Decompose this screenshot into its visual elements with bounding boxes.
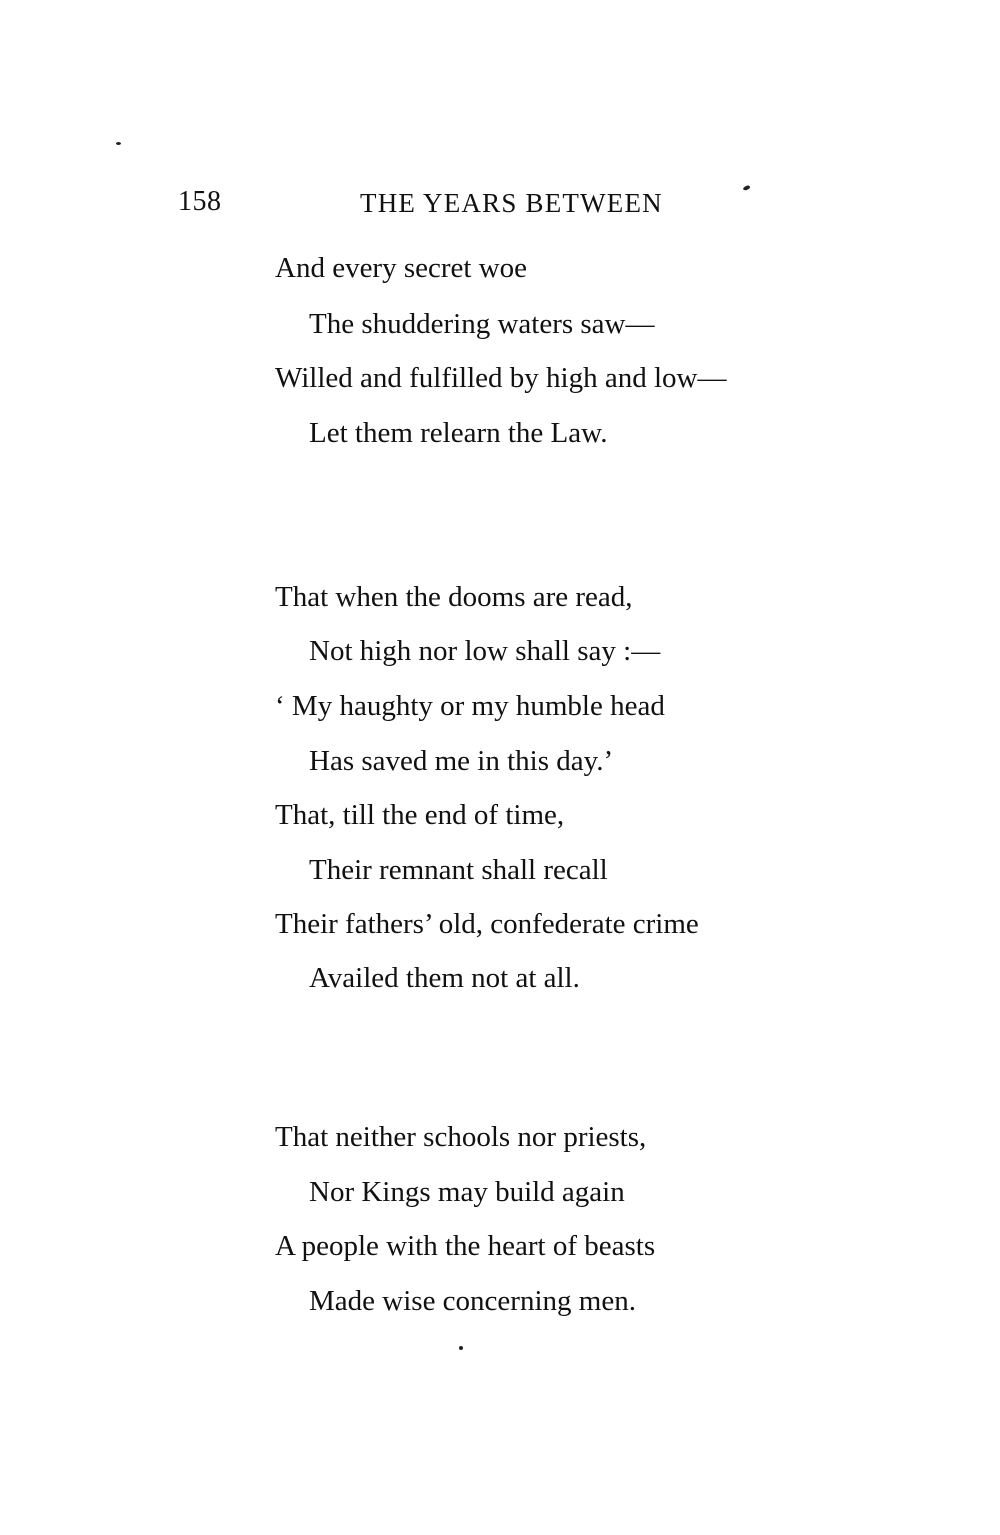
poem-line: Made wise concerning men. bbox=[309, 1285, 636, 1317]
poem-line: A people with the heart of beasts bbox=[275, 1230, 656, 1262]
poem-line: Their fathers’ old, confederate crime bbox=[275, 908, 699, 940]
ink-speck bbox=[116, 142, 121, 145]
poem-line: Not high nor low shall say :— bbox=[309, 635, 661, 667]
page-number: 158 bbox=[178, 186, 222, 217]
poem-line: Availed them not at all. bbox=[309, 962, 580, 994]
ink-speck bbox=[459, 1346, 463, 1350]
poem-line: That neither schools nor priests, bbox=[275, 1121, 647, 1153]
poem-line: Their remnant shall recall bbox=[309, 854, 608, 886]
poem-line: The shuddering waters saw— bbox=[309, 308, 655, 340]
poem-line: Willed and fulfilled by high and low— bbox=[275, 362, 727, 394]
poem-line: Nor Kings may build again bbox=[309, 1176, 625, 1208]
running-head-title: THE YEARS BETWEEN bbox=[360, 188, 663, 218]
ink-speck bbox=[742, 184, 750, 191]
poem-line: ‘ My haughty or my humble head bbox=[275, 690, 665, 722]
poem-line: Has saved me in this day.’ bbox=[309, 745, 614, 777]
poem-line: And every secret woe bbox=[275, 252, 528, 284]
poem-line: That, till the end of time, bbox=[275, 799, 565, 831]
poem-line: Let them relearn the Law. bbox=[309, 417, 608, 449]
poem-line: That when the dooms are read, bbox=[275, 581, 633, 613]
